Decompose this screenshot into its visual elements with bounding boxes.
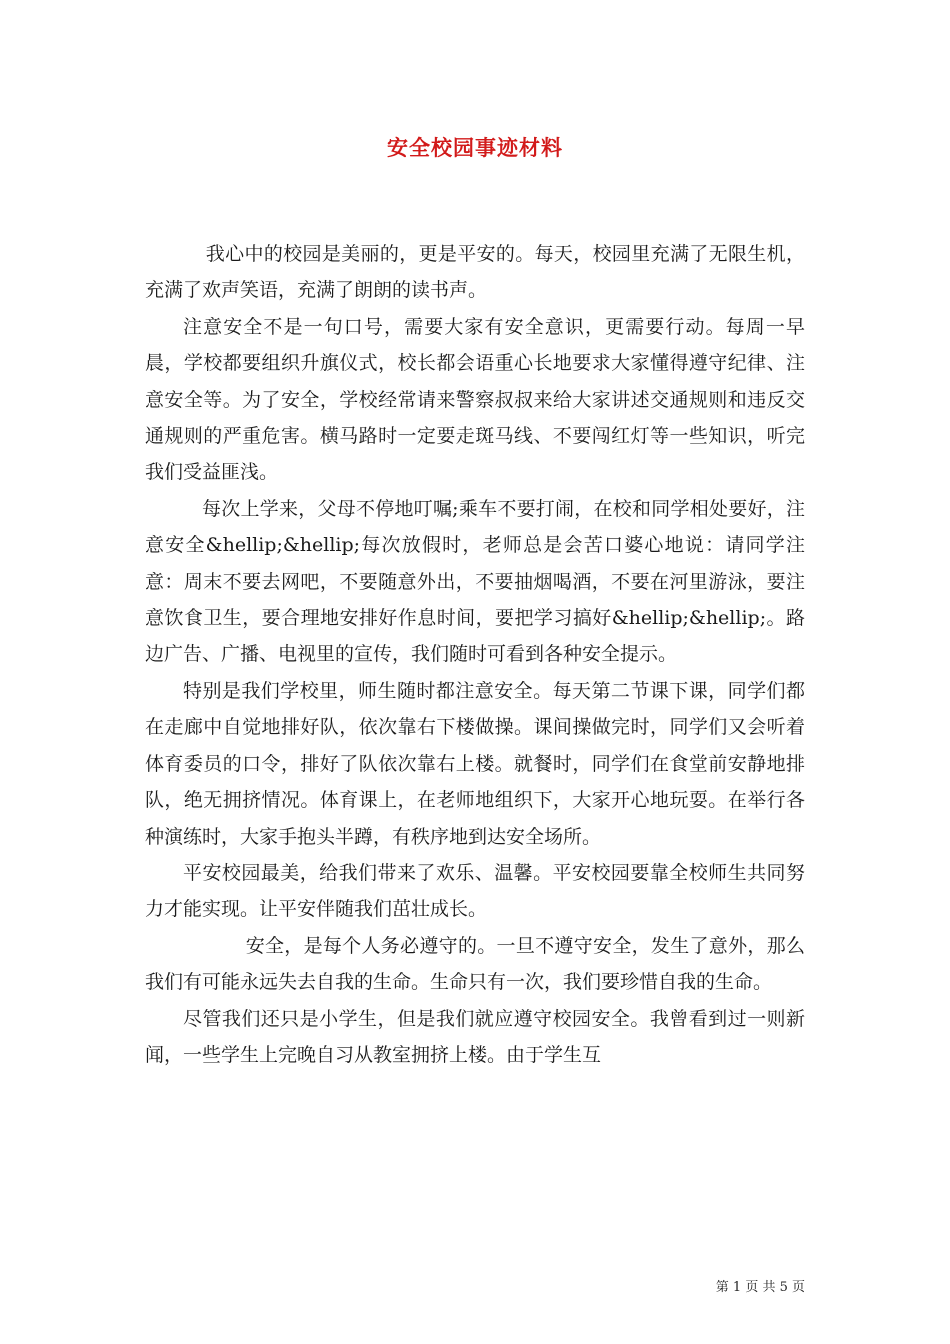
paragraph-4: 特别是我们学校里，师生随时都注意安全。每天第二节课下课，同学们都在走廊中自觉地排好队，依次靠右下楼做操。课间操做完时，同学们又会听着体育委员的口令，排好了队依次靠右上楼。就餐时，同学们在食堂前安静地排队，绝无拥挤情况。体育课上，在老师地组织下，大家开心地玩耍。在举行各种演练时，大家手抱头半蹲，有秩序地到达安全场所。: [145, 679, 805, 848]
paragraph-6: 安全，是每个人务必遵守的。一旦不遵守安全，发生了意外，那么我们有可能永远失去自我的生命。生命只有一次，我们要珍惜自我的生命。: [145, 934, 805, 994]
page-number: 第 1 页 共 5 页: [715, 1280, 805, 1295]
paragraph-7: 尽管我们还只是小学生，但是我们就应遵守校园安全。我曾看到过一则新闻，一些学生上完晚自习从教室拥挤上楼。由于学生互: [145, 1007, 805, 1066]
paragraph-2: 注意安全不是一句口号，需要大家有安全意识，更需要行动。每周一早晨，学校都要组织升旗仪式，校长都会语重心长地要求大家懂得遵守纪律、注意安全等。为了安全，学校经常请来警察叔叔来给大家讲述交通规则和违反交通规则的严重危害。横马路时一定要走斑马线、不要闯红灯等一些知识，听完我们受益匪浅。: [145, 315, 805, 484]
document-title: 安全校园事迹材料: [387, 135, 563, 160]
paragraph-5: 平安校园最美，给我们带来了欢乐、温馨。平安校园要靠全校师生共同努力才能实现。让平安伴随我们茁壮成长。: [145, 861, 805, 921]
paragraph-3: 每次上学来，父母不停地叮嘱;乘车不要打闹，在校和同学相处要好，注意安全&hellip;&hellip;每次放假时，老师总是会苦口婆心地说：请同学注意：周末不要去网吧，不要随意外出，不要抽烟喝酒，不要在河里游泳，要注意饮食卫生，要合理地安排好作息时间，要把学习搞好&hellip;&hellip;。路边广告、广播、电视里的宣传，我们随时可看到各种安全提示。: [145, 497, 805, 666]
document-body: [145, 236, 805, 1073]
paragraph-1: 我心中的校园是美丽的，更是平安的。每天，校园里充满了无限生机，充满了欢声笑语，充满了朗朗的读书声。: [145, 243, 805, 302]
